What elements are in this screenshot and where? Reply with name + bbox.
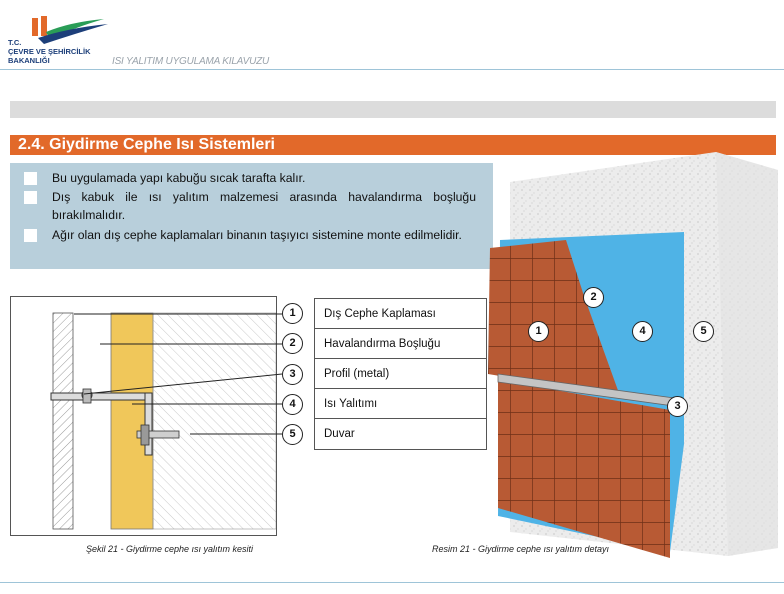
section-title: 2.4. Giydirme Cephe Isı Sistemleri (18, 136, 275, 153)
legend-row (315, 299, 486, 329)
grey-band (10, 101, 776, 118)
photo-callout-4: 4 (632, 321, 653, 342)
callout-1: 1 (282, 303, 303, 324)
logo-line-ministry: ÇEVRE VE ŞEHİRCİLİK (8, 47, 91, 56)
legend-label: Profil (metal) (324, 368, 390, 380)
legend-label: Isı Yalıtımı (324, 398, 378, 410)
legend-label: Duvar (324, 428, 355, 440)
bullet-text: Dış kabuk ile ısı yalıtım malzemesi arasında havalandırma boşluğu bırakılmalıdır. (52, 190, 476, 222)
checkbox-icon (24, 172, 37, 185)
checkbox-icon (24, 229, 37, 242)
logo-line-tc: T.C. (8, 38, 22, 47)
header-divider (0, 69, 784, 70)
bullet-text: Bu uygulamada yapı kabuğu sıcak tarafta kalır. (52, 171, 306, 185)
photo-callout-2: 2 (583, 287, 604, 308)
bullet-text: Ağır olan dış cephe kaplamaları binanın taşıyıcı sistemine monte edilmelidir. (52, 228, 462, 242)
legend-row (315, 359, 486, 389)
callout-5: 5 (282, 424, 303, 445)
bullet-item (24, 188, 476, 224)
checkbox-icon (24, 191, 37, 204)
figure-caption-right: Resim 21 - Giydirme cephe ısı yalıtım detayı (432, 544, 610, 554)
callout-3: 3 (282, 364, 303, 385)
legend-label: Havalandırma Boşluğu (324, 338, 441, 350)
legend-row (315, 329, 486, 359)
bullet-box (10, 163, 493, 269)
callout-2: 2 (282, 333, 303, 354)
bullet-item (24, 226, 476, 244)
document-title: ISI YALITIM UYGULAMA KILAVUZU (112, 56, 270, 67)
leader-lines (0, 290, 300, 450)
legend-row (315, 419, 486, 449)
photo-callout-3: 3 (667, 396, 688, 417)
bullet-item (24, 169, 476, 187)
facade-photo (488, 148, 778, 558)
logo-line-bakanlik: BAKANLIĞI (8, 56, 50, 65)
footer-divider (0, 582, 784, 583)
legend-label: Dış Cephe Kaplaması (324, 308, 436, 320)
photo-callout-5: 5 (693, 321, 714, 342)
legend-row (315, 389, 486, 419)
figure-caption-left: Şekil 21 - Giydirme cephe ısı yalıtım kesiti (86, 544, 254, 554)
logo-text (8, 38, 91, 65)
callout-4: 4 (282, 394, 303, 415)
photo-callout-1: 1 (528, 321, 549, 342)
legend-table (314, 298, 487, 450)
